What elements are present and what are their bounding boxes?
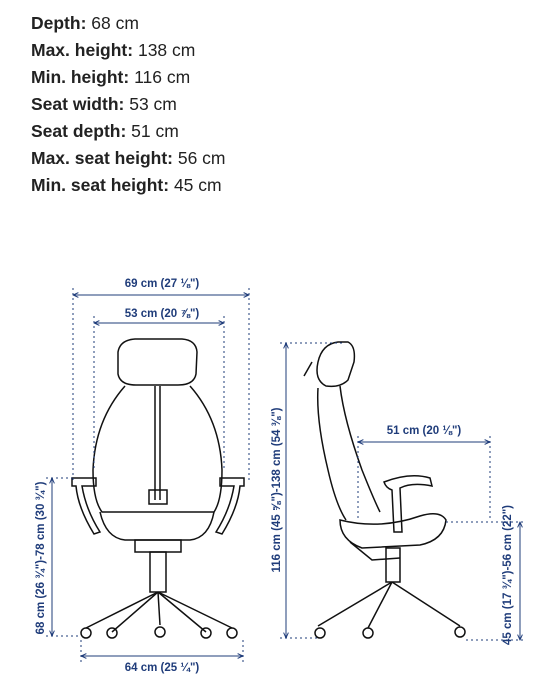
spec-label: Min. seat height: [31,175,170,195]
front-view-chair [72,339,244,638]
spec-depth [31,10,541,37]
spec-seat-width [31,91,541,118]
armrest-height-label: 68 cm (26 ¾")-78 cm (30 ¾") [35,481,47,635]
spec-value: 116 cm [134,67,191,87]
spec-label: Seat width: [31,94,125,114]
spec-value: 51 cm [131,121,179,141]
spec-value: 138 cm [137,40,196,60]
seat-depth-label: 51 cm (20 ⅛") [386,425,462,437]
spec-value: 68 cm [91,13,139,33]
seat-height-label: 45 cm (17 ¾")-56 cm (22") [502,504,514,646]
side-dimensions [280,343,526,640]
spec-label: Seat depth: [31,121,127,141]
chair-dimension-diagram [0,270,552,699]
spec-value: 56 cm [177,148,226,168]
spec-seat-depth [31,118,541,145]
spec-value: 45 cm [173,175,222,195]
product-specs [31,10,541,199]
spec-min-height [31,64,541,91]
base-width-label: 64 cm (25 ¼") [124,662,200,674]
side-view-chair [304,342,465,638]
spec-label: Max. height: [31,40,134,60]
spec-min-seat-height [31,172,541,199]
spec-max-height [31,37,541,64]
spec-value: 53 cm [129,94,177,114]
spec-label: Max. seat height: [31,148,173,168]
spec-max-seat-height [31,145,541,172]
chair-height-label: 116 cm (45 ⅝")-138 cm (54 ⅜") [271,407,283,573]
spec-label: Depth: [31,13,87,33]
spec-label: Min. height: [31,67,130,87]
front-dimensions [46,288,249,662]
seat-width-label: 53 cm (20 ⅞") [124,308,200,320]
overall-width-label: 69 cm (27 ⅛") [124,278,200,290]
